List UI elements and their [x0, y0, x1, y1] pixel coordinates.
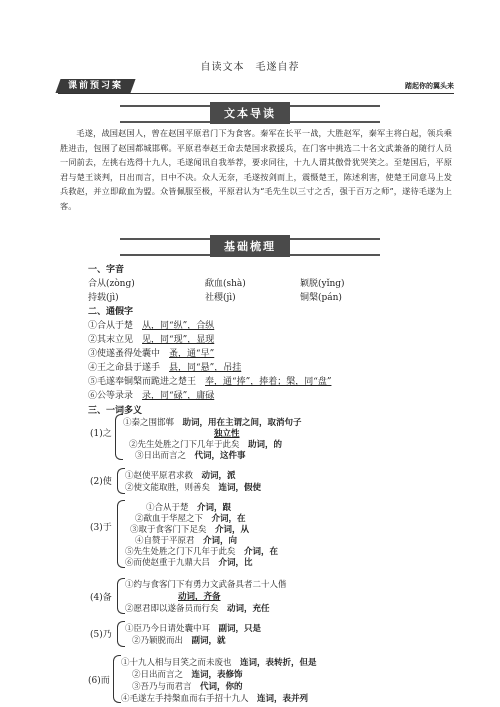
polysemy-brace: [117, 621, 125, 647]
section-heading-intro: 文本导读: [210, 102, 290, 124]
preview-bar: [58, 80, 454, 94]
polysemy-row: ②使文能取胜，则善矣 连词，假使: [125, 483, 262, 493]
polysemy-row: ③取于食客门下足矣 介词，从: [130, 525, 250, 535]
polysemy-row: ②歃血于华屋之下 介词，在: [135, 514, 246, 524]
tongjia-item: ⑤毛遂奉铜槃而跪进之楚王 奉，通“捧”，捧着；槃，同“盘”: [88, 377, 332, 387]
polysemy-row: 动词，齐备: [178, 592, 221, 602]
part3-heading: 三、一词多义: [88, 406, 143, 416]
pron-item: 歃血(shà): [205, 279, 246, 289]
pron-item: 持载(jì): [88, 293, 119, 303]
polysemy-row: ②乃颖脱而出 副词，就: [132, 636, 226, 646]
tongjia-item: ④王之命县于遂手 县，同“悬”，吊挂: [88, 363, 242, 373]
section-heading-basic: 基础梳理: [210, 235, 290, 257]
polysemy-brace: [117, 500, 125, 568]
polysemy-row: 独立性: [214, 429, 240, 439]
polysemy-label: (5)乃: [90, 630, 112, 640]
pron-item: 合从(zònɡ): [88, 279, 135, 289]
polysemy-label: (6)而: [88, 676, 110, 686]
polysemy-row: ④自赞于平原君 介词，向: [135, 536, 238, 546]
polysemy-label: (1)之: [90, 429, 112, 439]
preview-slogan: 踏起你的翼头来: [405, 82, 454, 90]
preview-badge: [55, 79, 135, 93]
polysemy-brace: [117, 578, 125, 614]
polysemy-row: ③吾乃与而君言 代词，你的: [132, 682, 243, 692]
polysemy-row: ②先生处胜之门下几年于此矣 助词，的: [129, 440, 283, 450]
polysemy-row: ④毛遂左手持槃血而右手招十九人 连词，表并列: [121, 694, 309, 704]
polysemy-brace: [117, 468, 125, 494]
tongjia-item: ③使遂蚤得处囊中 蚤，通“早”: [88, 349, 215, 359]
part1-heading: 一、字音: [88, 265, 125, 275]
pron-item: 颖脱(yǐnɡ): [300, 279, 345, 289]
polysemy-row: ①秦之围邯郸 助词，用在主谓之间，取消句子: [123, 418, 302, 428]
polysemy-row: ②愿君即以遂备员而行矣 动词，充任: [125, 604, 270, 614]
polysemy-label: (4)备: [90, 593, 112, 603]
section-banner-intro: [120, 105, 380, 123]
polysemy-row: ①臣乃今日请处囊中耳 副词，只是: [125, 624, 262, 634]
pron-item: 铜槃(pán): [300, 293, 342, 303]
polysemy-label: (3)于: [90, 523, 112, 533]
tongjia-item: ②其末立见 见，同“现”，显现: [88, 335, 215, 345]
polysemy-brace: [115, 414, 123, 460]
polysemy-row: ③日出而言之 代词，这件事: [135, 451, 246, 461]
polysemy-row: ②日出而言之 连词，表修饰: [132, 670, 243, 680]
polysemy-row: ①约与食客门下有勇力文武备具者二十人偕: [125, 580, 287, 590]
tongjia-item: ⑥公等录录 录，同“碌”，庸碌: [88, 391, 215, 401]
polysemy-row: ⑥而使赵重于九鼎大吕 介词，比: [125, 558, 253, 568]
polysemy-row: ①十九人相与目笑之而未废也 连词，表转折，但是: [121, 658, 317, 668]
intro-paragraph: 毛遂，战国赵国人，曾在赵国平原君门下为食客。秦军在长平一战，大胜赵军，秦军主将白起，领兵乘胜进击，包围了赵国都城邯郸。平原君奉赵王命去楚国求救援兵，在门客中挑选二十名文武兼备的随行人员一同前去，左挑右选得十九人，毛遂闻讯自我举荐，要求同往，十九人谓其傲骨犹哭笑之。至楚国后，平原君与楚王谈判，日出而言，日中不决。众人无奈，毛遂按剑而上，震慑楚王，陈述利害，使楚王同意马上发兵救赵，并立即歃血为盟。众皆佩服至极，平原君认为“毛先生以三寸之舌，强于百万之师”，遂待毛遂为上客。: [60, 128, 452, 211]
polysemy-row: ⑤先生处胜之门下几年于此矣 介词，在: [125, 547, 279, 557]
polysemy-row: ①合从于楚 介词，跟: [146, 503, 232, 513]
page-title: 自读文本 毛遂自荐: [200, 62, 300, 73]
polysemy-row: ①赵使平原君求救 动词，派: [125, 471, 236, 481]
pron-item: 社稷(jì): [205, 293, 236, 303]
preview-badge-label: 课前预习案: [68, 81, 124, 91]
section-banner-basic: [120, 238, 380, 256]
polysemy-label: (2)使: [90, 477, 112, 487]
part2-heading: 二、通假字: [88, 307, 134, 317]
polysemy-brace: [113, 655, 121, 703]
tongjia-item: ①合从于楚 从，同“纵”，合纵: [88, 321, 215, 331]
